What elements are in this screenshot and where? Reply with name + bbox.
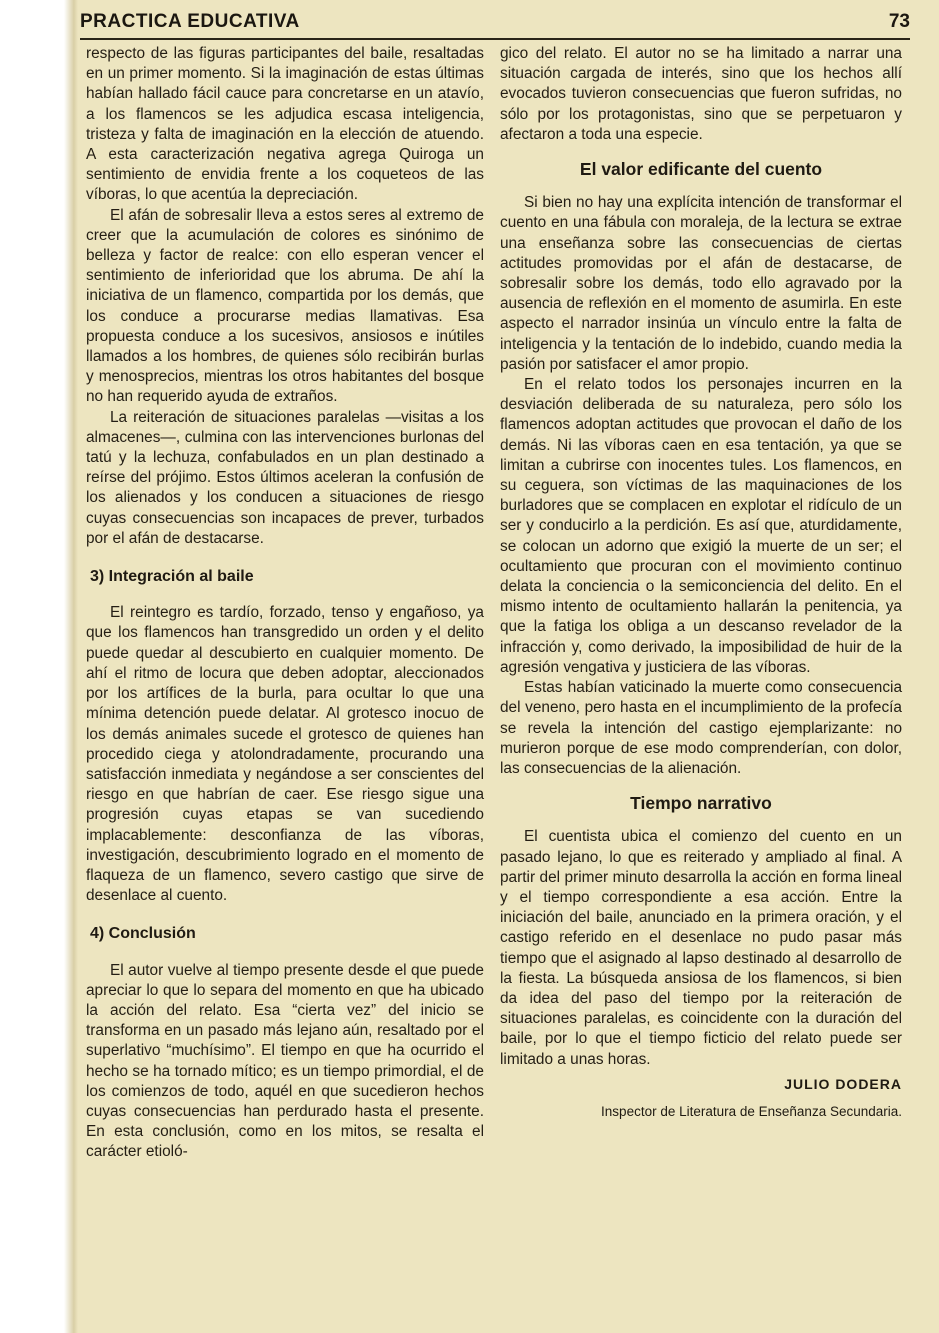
left-white-margin <box>0 0 74 1333</box>
journal-title: PRACTICA EDUCATIVA <box>80 11 300 32</box>
paragraph: Si bien no hay una explícita intención de transformar el cuento en una fábula con moraleja, de la lectura se extrae una enseñanza sobre las consecuencias de ciertas actitudes promovidas por el afán de destacarse, de sobresalir sobre los demás, todo ello agravado por la ausencia de reflexión en el momento de asumirla. En este aspecto el narrador insinúa un vínculo entre la falta de inteligencia y la tentación de lo indebido, cuando media la pasión por satisfacer el amor propio. <box>500 194 902 373</box>
section-heading: El valor edificante del cuento <box>579 159 823 180</box>
paragraph: respecto de las figuras participantes del baile, resaltadas en un primer momento. Si la imaginación de estas últimas habían hallado fácil cauce para concretarse en un atavío, a los flamencos se les adjudica escasa inteligencia, tristeza y falta de imaginación en la elección de atuendo. A esta caracterización negativa agrega Quiroga un sentimiento de envidia frente a los coqueteos de las víboras, lo que acentúa la depreciación. <box>86 45 484 204</box>
author-signature: JULIO DODERA <box>784 1075 902 1092</box>
paragraph: El autor vuelve al tiempo presente desde el que puede apreciar lo que lo separa del momento en que ha ubicado la acción del relato. Esa “cierta vez” del inicio se transforma en un pasado más lejano aún, resaltado por el superlativo “muchísimo”. El tiempo en que ha ocurrido el hecho se ha tornado mítico; es un tiempo primordial, el de los comienzos de todo, aquél en que sucedieron hechos cuyas consecuencias han perdurado hasta el presente. En esta conclusión, como en los mitos, se resalta el carácter etioló- <box>86 961 484 1161</box>
right-column <box>500 44 902 1122</box>
paragraph: gico del relato. El autor no se ha limitado a narrar una situación cargada de interés, sino que los hechos allí evocados tuvieron consecuencias que fueron sufridas, no sólo por los protagonistas, sino que se perpetuaron y afectaron a toda una especie. <box>500 45 902 143</box>
section-heading: 3) Integración al baile <box>90 568 254 586</box>
paragraph: El cuentista ubica el comienzo del cuento en un pasado lejano, lo que es reiterado y ampliado al final. A partir del primer minuto desarrolla la acción en forma lineal y el tiempo correspondiente a esa acción. Entre la iniciación del baile, anunciado en la primera oración, y el castigo referido en el desenlace no pudo pasar más tiempo que el asignado al lapso destinado al desarrollo de la fiesta. La búsqueda ansiosa de los flamencos, si bien da idea del paso del tiempo por la reiteración de situaciones paralelas, es coincidente con la duración del baile, por lo que el tiempo ficticio del relato puede ser limitado a unas horas. <box>500 828 902 1068</box>
page-header <box>80 8 910 36</box>
paragraph: El afán de sobresalir lleva a estos seres al extremo de creer que la acumulación de colores es sinónimo de belleza y factor de realce: con ello esperan vencer el sentimiento de inferioridad que los abruma. De ahí la iniciativa de un flamenco, compartida por los demás, que los conduce a procurarse medias llamativas. Esa propuesta conduce a los sucesivos, ansiosos e inútiles llamados a los hombres, de quienes sólo recibirán burlas y menosprecios, mientras los otros habitantes del bosque no han requerido ayuda de extraños. <box>86 206 484 406</box>
paragraph: La reiteración de situaciones paralelas —visitas a los almacenes—, culmina con las intervenciones burlonas del tatú y la lechuza, confabulados en un plan destinado a reírse del prójimo. Estos últimos aceleran la confusión de los alienados y los conducen a situaciones de riesgo cuyas consecuencias son incapaces de prever, turbados por el afán de destacarse. <box>86 408 484 547</box>
paragraph: Estas habían vaticinado la muerte como consecuencia del veneno, pero hasta en el incumplimiento de la profecía se revela la intención del castigo ejemplarizante: no murieron porque de ese modo comprenderían, con dolor, las consecuencias de la alienación. <box>500 679 902 777</box>
page-number: 73 <box>888 11 910 32</box>
section-heading: Tiempo narrativo <box>630 793 772 814</box>
section-heading: 4) Conclusión <box>90 925 196 943</box>
header-rule <box>80 38 910 40</box>
paragraph: El reintegro es tardío, forzado, tenso y engañoso, ya que los flamencos han transgredido un orden y el delito puede quedar al descubierto en cualquier momento. De ahí el ritmo de locura que deben adoptar, aleccionados por los artífices de la burla, para ocultar lo que una mínima detención puede delatar. Al grotesco inocuo de los demás animales sucede el grotesco de quienes han procedido ciega y atolondradamente, procurando una satisfacción inmediata y negándose a ser conscientes del riesgo en que habrían de caer. Ese riesgo sigue una progresión cuyas etapas se van sucediendo implacablemente: desconfianza de las víboras, investigación, descubrimiento logrado en el momento de flaqueza de un flamenco, severo castigo que sirve de desenlace al cuento. <box>86 604 484 905</box>
binding-edge <box>64 0 78 1333</box>
left-column <box>86 44 484 1163</box>
paragraph: En el relato todos los personajes incurren en la desviación deliberada de su naturaleza, pero sólo los flamencos adoptan actitudes que provocan el daño de los demás. Ni las víboras caen en esa tentación, ya que se limitan a cubrirse con inocentes tules. Los flamencos, en su ceguera, son víctimas de las maquinaciones de los burladores que se complacen en explotar el ridículo de un ser y conducirlo a la perdición. Es así que, aturdidamente, se colocan un adorno que exigió la muerte de un ser; el ocultamiento que procuran con el movimiento continuo delata la conciencia o la semiconciencia del delito. En el mismo intento de ocultamiento hallarán la penitencia, ya que la fatiga los obliga a un descanso revelador de la infracción y, como derivado, la imposibilidad de huir de la agresión vengativa y justiciera de las víboras. <box>500 376 902 676</box>
author-affiliation: Inspector de Literatura de Enseñanza Secundaria. <box>601 1103 902 1119</box>
